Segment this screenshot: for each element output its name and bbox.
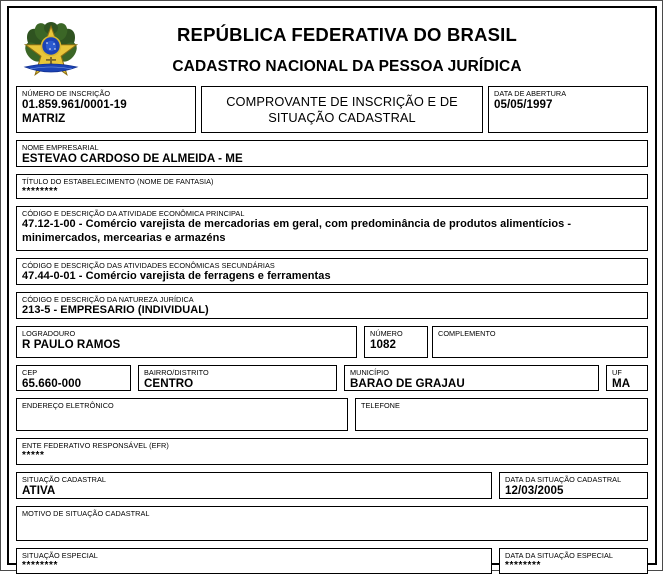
postal-code-label: CEP [22,368,38,377]
trade-name-value: ******** [22,186,58,197]
registration-status-date-label: DATA DA SITUAÇÃO CADASTRAL [505,475,622,484]
federative-entity-field [16,438,648,465]
street-field [16,326,357,358]
email-field [16,398,348,431]
legal-nature-value: 213-5 - EMPRESARIO (INDIVIDUAL) [22,304,209,316]
trade-name-field [16,174,648,199]
postal-code-value: 65.660-000 [22,377,82,390]
secondary-activities-field [16,258,648,285]
secondary-activities-label: CÓDIGO E DESCRIÇÃO DAS ATIVIDADES ECONÔMICAS SECUNDÁRIAS [22,261,275,270]
registration-status-row [16,472,648,499]
postal-code-field [16,365,131,391]
secondary-activities-row [16,258,648,285]
address-complement-field [432,326,648,358]
main-activity-value: 47.12-1-00 - Comércio varejista de mercadorias em geral, com predominância de produtos alimentícios - minimercados, mercearias e armazéns [22,218,572,244]
document-header [16,14,648,86]
identification-row [16,86,648,133]
registration-number-field [16,86,196,133]
registration-number-value: 01.859.961/0001-19 [22,98,127,111]
special-status-label: SITUAÇÃO ESPECIAL [22,551,98,560]
registration-status-value: ATIVA [22,484,56,497]
street-number-field [364,326,428,358]
street-value: R PAULO RAMOS [22,338,121,351]
page-subtitle: CADASTRO NACIONAL DA PESSOA JURÍDICA [172,58,522,75]
street-number-value: 1082 [370,338,396,351]
document-border-frame [7,6,657,571]
state-label: UF [612,368,622,377]
phone-field [355,398,648,431]
registration-status-date-value: 12/03/2005 [505,484,564,497]
federative-entity-value: ***** [22,450,45,461]
district-field [138,365,337,391]
registration-status-label: SITUAÇÃO CADASTRAL [22,475,107,484]
brazil-coat-of-arms-icon [20,17,82,83]
address-complement-label: COMPLEMENTO [438,329,496,338]
page-title: REPÚBLICA FEDERATIVA DO BRASIL [176,24,518,45]
company-name-value: ESTEVAO CARDOSO DE ALMEIDA - ME [22,152,243,165]
trade-name-row [16,174,648,199]
special-status-date-value: ******** [505,560,541,571]
document-type-field [201,86,483,133]
street-label: LOGRADOURO [22,329,76,338]
district-label: BAIRRO/DISTRITO [144,368,209,377]
special-status-row [16,548,648,574]
secondary-activities-value: 47.44-0-01 - Comércio varejista de ferragens e ferramentas [22,270,331,282]
state-field [606,365,648,391]
document-type-title [226,94,458,126]
trade-name-label: TÍTULO DO ESTABELECIMENTO (NOME DE FANTASIA) [22,177,214,186]
district-value: CENTRO [144,377,194,390]
state-value: MA [612,377,631,390]
special-status-date-field [499,548,648,574]
company-name-row [16,140,648,167]
registration-number-label: NÚMERO DE INSCRIÇÃO [22,89,111,98]
company-name-label: NOME EMPRESARIAL [22,143,99,152]
legal-nature-field [16,292,648,319]
contact-row [16,398,648,431]
opening-date-label: DATA DE ABERTURA [494,89,567,98]
document-type-line1: COMPROVANTE DE INSCRIÇÃO E DE [226,93,458,109]
municipality-value: BARAO DE GRAJAU [350,377,465,390]
opening-date-field [488,86,648,133]
main-activity-label: CÓDIGO E DESCRIÇÃO DA ATIVIDADE ECONÔMICA PRINCIPAL [22,209,245,218]
legal-nature-row [16,292,648,319]
email-label: ENDEREÇO ELETRÔNICO [22,401,114,410]
federative-entity-label: ENTE FEDERATIVO RESPONSÁVEL (EFR) [22,441,169,450]
registration-status-date-field [499,472,648,499]
company-name-field [16,140,648,167]
opening-date-value: 05/05/1997 [494,98,553,111]
registration-type-value: MATRIZ [22,111,66,125]
status-reason-row [16,506,648,541]
street-number-label: NÚMERO [370,329,403,338]
federative-entity-row [16,438,648,465]
municipality-label: MUNICÍPIO [350,368,389,377]
header-titles [82,24,648,76]
city-row [16,365,648,391]
registration-status-field [16,472,492,499]
municipality-field [344,365,599,391]
special-status-field [16,548,492,574]
phone-label: TELEFONE [361,401,400,410]
special-status-date-label: DATA DA SITUAÇÃO ESPECIAL [505,551,614,560]
status-reason-field [16,506,648,541]
special-status-value: ******** [22,560,58,571]
document-type-line2: SITUAÇÃO CADASTRAL [268,109,416,125]
main-activity-row [16,206,648,251]
status-reason-label: MOTIVO DE SITUAÇÃO CADASTRAL [22,509,150,518]
legal-nature-label: CÓDIGO E DESCRIÇÃO DA NATUREZA JURÍDICA [22,295,194,304]
main-activity-field [16,206,648,251]
street-row [16,326,648,358]
